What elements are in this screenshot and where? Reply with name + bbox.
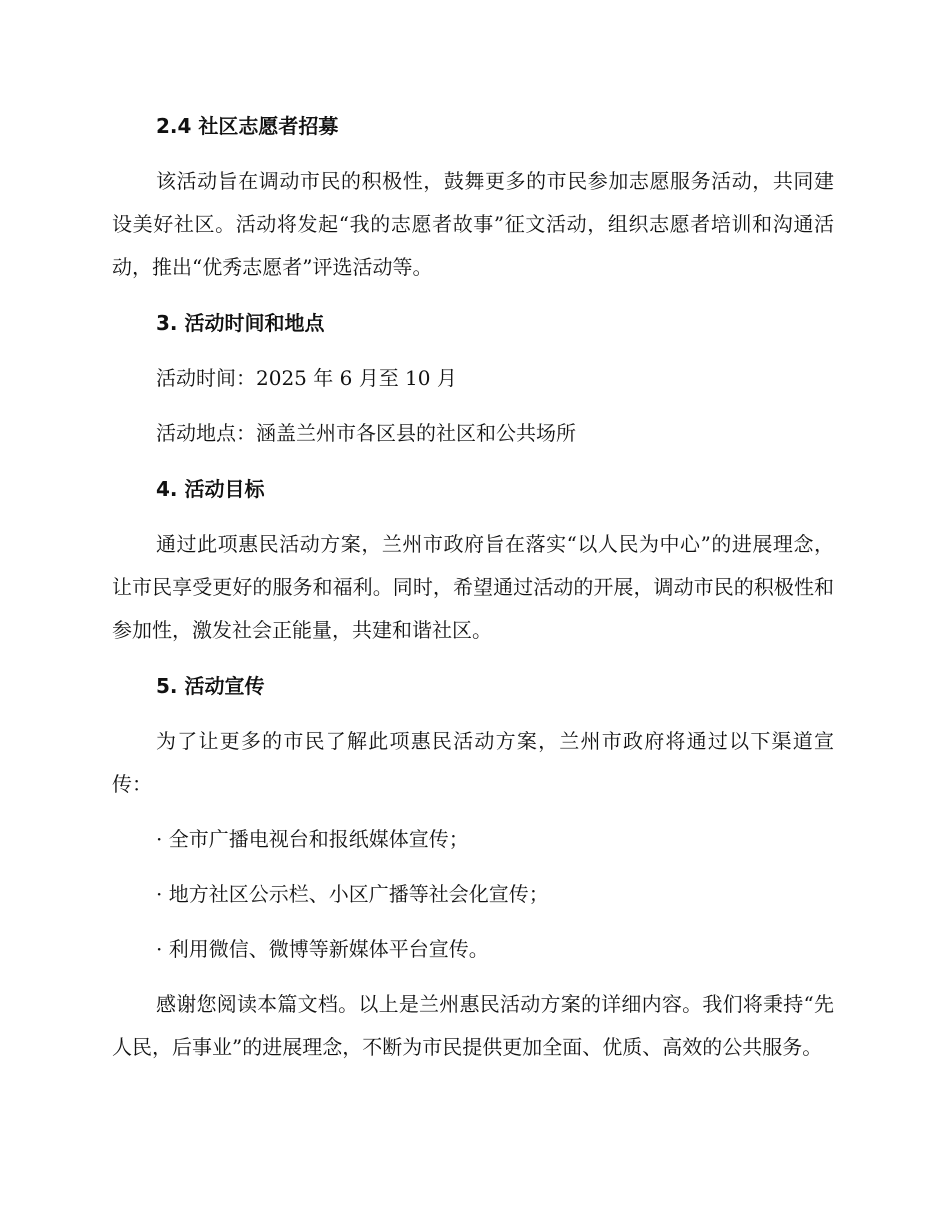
heading-activity-goals: 4. 活动目标 — [156, 477, 265, 501]
list-item: · 全市广播电视台和报纸媒体宣传； — [156, 827, 469, 851]
activity-place: 活动地点：涵盖兰州市各区县的社区和公共场所 — [156, 421, 576, 445]
paragraph-closing: 感谢您阅读本篇文档。以上是兰州惠民活动方案的详细内容。我们将秉持“先人民，后事业”的进展理念，不断为市民提供更加全面、优质、高效的公共服务。 — [112, 992, 834, 1059]
paragraph-activity-promotion: 为了让更多的市民了解此项惠民活动方案，兰州市政府将通过以下渠道宣传： — [112, 729, 834, 796]
list-item: · 地方社区公示栏、小区广播等社会化宣传； — [156, 882, 549, 906]
heading-activity-promotion: 5. 活动宣传 — [156, 674, 265, 698]
document-page — [112, 104, 834, 1069]
heading-volunteer-recruitment: 2.4 社区志愿者招募 — [156, 114, 339, 138]
paragraph-activity-goals: 通过此项惠民活动方案，兰州市政府旨在落实“以人民为中心”的进展理念，让市民享受更好的服务和福利。同时，希望通过活动的开展，调动市民的积极性和参加性，激发社会正能量，共建和谐社区。 — [112, 532, 834, 642]
heading-time-and-place: 3. 活动时间和地点 — [156, 311, 325, 335]
paragraph-volunteer-recruitment: 该活动旨在调动市民的积极性，鼓舞更多的市民参加志愿服务活动，共同建设美好社区。活动将发起“我的志愿者故事”征文活动，组织志愿者培训和沟通活动，推出“优秀志愿者”评选活动等。 — [112, 169, 834, 279]
activity-time: 活动时间：2025 年 6 月至 10 月 — [156, 366, 457, 390]
list-item: · 利用微信、微博等新媒体平台宣传。 — [156, 937, 489, 961]
